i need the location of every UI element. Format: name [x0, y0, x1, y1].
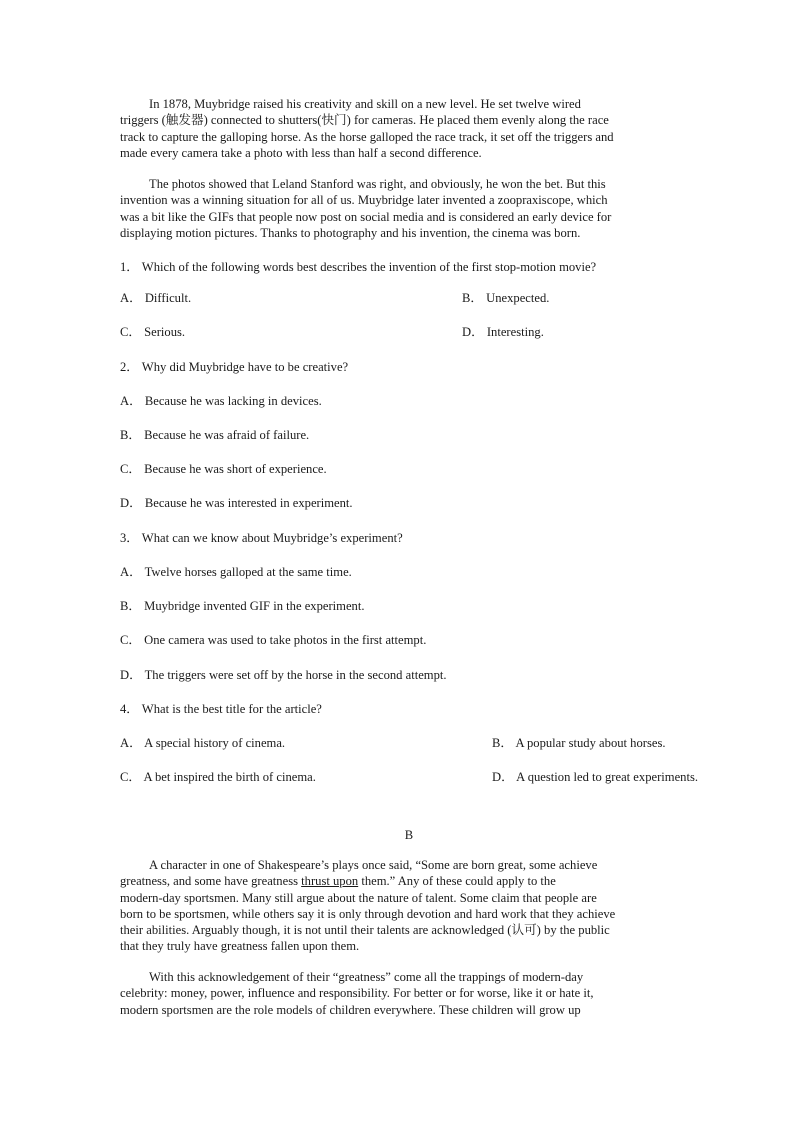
question-1-option-a: A． Difficult.	[120, 291, 192, 305]
passage-a-paragraph-2	[120, 176, 680, 241]
question-2-stem: 2． Why did Muybridge have to be creative?	[120, 360, 349, 374]
section-heading: B	[404, 828, 414, 842]
question-2-option-c: C． Because he was short of experience.	[120, 462, 327, 476]
question-4-stem: 4． What is the best title for the article?	[120, 702, 322, 716]
question-4-option-b: B． A popular study about horses.	[492, 736, 666, 750]
text-line: With this acknowledgement of their “greatness” come all the trappings of modern-day	[149, 970, 584, 984]
question-4-option-d: D． A question led to great experiments.	[492, 770, 699, 784]
text-line: their abilities. Arguably though, it is not until their talents are acknowledged (认可) by the public	[120, 923, 610, 938]
question-1-option-c: C． Serious.	[120, 325, 186, 339]
text-segment: greatness, and some have greatness	[120, 874, 302, 889]
text-line: displaying motion pictures. Thanks to photography and his invention, the cinema was born.	[120, 225, 581, 240]
text-line: that they truly have greatness fallen upon them.	[120, 939, 360, 954]
passage-b-paragraph-1	[120, 857, 680, 955]
text-line: born to be sportsmen, while others say it is only through devotion and hard work that they achieve	[120, 906, 616, 921]
question-3-option-c: C． One camera was used to take photos in the first attempt.	[120, 633, 427, 647]
text-line: triggers (触发器) connected to shutters(快门) for cameras. He placed them evenly along the race	[120, 113, 609, 128]
question-4-option-a: A． A special history of cinema.	[120, 736, 286, 750]
question-1-option-d: D． Interesting.	[462, 325, 544, 339]
passage-a-paragraph-1	[120, 96, 680, 161]
question-1-option-b: B． Unexpected.	[462, 291, 550, 305]
text-line: was a bit like the GIFs that people now post on social media and is considered an early device for	[120, 209, 612, 224]
text-line: A character in one of Shakespeare’s plays once said, “Some are born great, some achieve	[149, 858, 598, 872]
question-3-option-d: D． The triggers were set off by the horse in the second attempt.	[120, 668, 447, 682]
text-line: The photos showed that Leland Stanford was right, and obviously, he won the bet. But this	[149, 177, 606, 191]
text-line: modern-day sportsmen. Many still argue about the nature of talent. Some claim that people are	[120, 890, 597, 905]
question-2-option-b: B． Because he was afraid of failure.	[120, 428, 310, 442]
text-line: invention was a winning situation for all of us. Muybridge later invented a zoopraxiscope, which	[120, 193, 608, 208]
text-line: track to capture the galloping horse. As the horse galloped the race track, it set off the triggers and	[120, 129, 614, 144]
question-3-stem: 3． What can we know about Muybridge’s experiment?	[120, 531, 403, 545]
question-2-option-a: A． Because he was lacking in devices.	[120, 394, 322, 408]
passage-b-paragraph-2	[120, 969, 680, 1018]
text-line: In 1878, Muybridge raised his creativity and skill on a new level. He set twelve wired	[149, 97, 581, 111]
text-line: modern sportsmen are the role models of children everywhere. These children will grow up	[120, 1002, 581, 1017]
text-line: made every camera take a photo with less than half a second difference.	[120, 145, 482, 160]
text-line: celebrity: money, power, influence and responsibility. For better or for worse, like it or hate it,	[120, 986, 594, 1001]
question-3-option-b: B． Muybridge invented GIF in the experiment.	[120, 599, 365, 613]
question-1-stem: 1． Which of the following words best describes the invention of the first stop-motion movie?	[120, 260, 597, 274]
question-2-option-d: D． Because he was interested in experiment.	[120, 496, 353, 510]
text-line	[120, 873, 680, 889]
text-segment: them.” Any of these could apply to the	[358, 874, 556, 889]
question-4-option-c: C． A bet inspired the birth of cinema.	[120, 770, 316, 784]
underlined-phrase: thrust upon	[301, 874, 359, 889]
question-3-option-a: A． Twelve horses galloped at the same time.	[120, 565, 352, 579]
